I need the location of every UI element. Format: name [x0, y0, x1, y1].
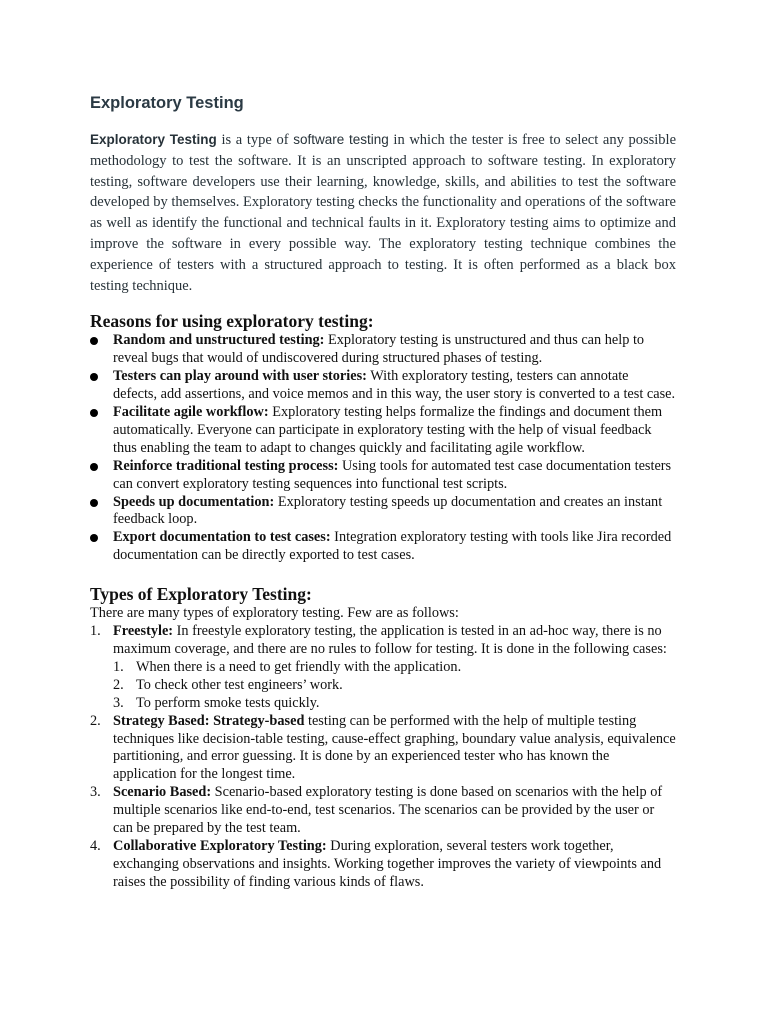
list-item: [90, 623, 676, 713]
type-title: Freestyle:: [113, 623, 174, 640]
reason-text: Using tools for automated test case documentation testers can convert exploratory testing sequences into functional test scripts.: [113, 457, 672, 492]
reason-text: Integration exploratory testing with tools like Jira recorded documentation can be directly exported to test cases.: [113, 529, 672, 564]
list-item: [90, 332, 676, 368]
reasons-list: [90, 332, 676, 565]
intro-paragraph: [90, 130, 676, 296]
bullet-icon: [90, 409, 98, 417]
item-number: 2.: [90, 712, 101, 729]
type-text: During exploration, several testers work together, exchanging observations and insights. Working together improves the variety of viewpoints and raises the possibility of finding various kinds of flaws.: [113, 837, 662, 890]
type-text: Scenario-based exploratory testing is done based on scenarios with the help of multiple scenarios like end-to-end, test scenarios. The scenarios can be provided by the user or can be prepared by the test team.: [113, 784, 663, 837]
reasons-heading: Reasons for using exploratory testing:: [90, 311, 374, 332]
intro-text-a: is a type of: [216, 132, 294, 148]
case-text: To check other test engineers’ work.: [136, 676, 343, 693]
types-heading: Types of Exploratory Testing:: [90, 584, 312, 605]
software-testing-link[interactable]: software testing: [293, 132, 389, 147]
list-item: [90, 368, 676, 404]
types-section: [90, 583, 676, 892]
list-item: [113, 659, 676, 677]
page-title: Exploratory Testing: [90, 94, 244, 112]
reason-title: Facilitate agile workflow:: [113, 404, 269, 420]
item-number: 4.: [90, 837, 101, 854]
reason-title: Export documentation to test cases:: [113, 529, 331, 546]
bullet-icon: [90, 337, 98, 345]
type-text: In freestyle exploratory testing, the application is tested in an ad-hoc way, there is no maximum coverage, and there are no rules to follow for testing. It is done in the following cases:: [113, 623, 667, 657]
type-title: Scenario Based:: [113, 784, 212, 801]
list-item: [90, 458, 676, 494]
type-title: Collaborative Exploratory Testing:: [113, 837, 327, 854]
types-intro: There are many types of exploratory testing. Few are as follows:: [90, 605, 459, 622]
reason-text: Exploratory testing speeds up documentation and creates an instant feedback loop.: [113, 493, 663, 528]
item-number: 1.: [113, 658, 124, 675]
bullet-icon: [90, 463, 98, 471]
list-item: [90, 784, 676, 838]
reason-text: With exploratory testing, testers can annotate defects, add assertions, and voice memos and in this way, the user story is converted to a test case.: [113, 368, 676, 403]
document-body: [90, 92, 676, 892]
reason-title: Speeds up documentation:: [113, 493, 275, 510]
type-title: Strategy Based: Strategy-based: [113, 712, 305, 729]
list-item: [113, 677, 676, 695]
list-item: [90, 838, 676, 892]
item-number: 3.: [90, 784, 101, 801]
case-text: When there is a need to get friendly with the application.: [136, 658, 462, 675]
list-item: [90, 494, 676, 530]
intro-term: Exploratory Testing: [90, 132, 217, 147]
list-item: [90, 713, 676, 785]
freestyle-cases-list: [113, 659, 676, 713]
reason-title: Reinforce traditional testing process:: [113, 457, 339, 474]
item-number: 1.: [90, 623, 101, 640]
bullet-icon: [90, 373, 98, 381]
bullet-icon: [90, 534, 98, 542]
reason-title: Testers can play around with user stories:: [113, 368, 367, 385]
type-text: testing can be performed with the help of multiple testing techniques like decision-table testing, cause-effect graphing, boundary value analysis, equivalence partitioning, and error guessing. It is done by an experienced tester who has known the application for the longest time.: [113, 712, 676, 783]
bullet-icon: [90, 499, 98, 507]
list-item: [113, 695, 676, 713]
intro-text-b: in which the tester is free to select any possible methodology to test the software. It is an unscripted approach to software testing. In exploratory testing, software developers use their learning, knowledge, skills, and abilities to test the software developed by themselves. Exploratory testing checks the functionality and operations of the software as well as identify the functional and technical faults in it. Exploratory testing aims to optimize and improve the software in every possible way. The exploratory testing technique combines the experience of testers with a structured approach to testing. It is often performed as a black box testing technique.: [90, 132, 677, 294]
case-text: To perform smoke tests quickly.: [136, 694, 320, 711]
list-item: [90, 404, 676, 458]
item-number: 3.: [113, 694, 124, 711]
item-number: 2.: [113, 676, 124, 693]
reason-text: Exploratory testing helps formalize the findings and document them automatically. Everyone can participate in exploratory testing with the help of visual feedback thus enabling the team to adapt to changes quickly and facilitating agile workflow.: [113, 404, 663, 456]
types-list: [90, 623, 676, 892]
list-item: [90, 529, 676, 565]
reason-text: Exploratory testing is unstructured and thus can help to reveal bugs that would of undiscovered during structured phases of testing.: [113, 332, 645, 367]
reason-title: Random and unstructured testing:: [113, 332, 325, 349]
